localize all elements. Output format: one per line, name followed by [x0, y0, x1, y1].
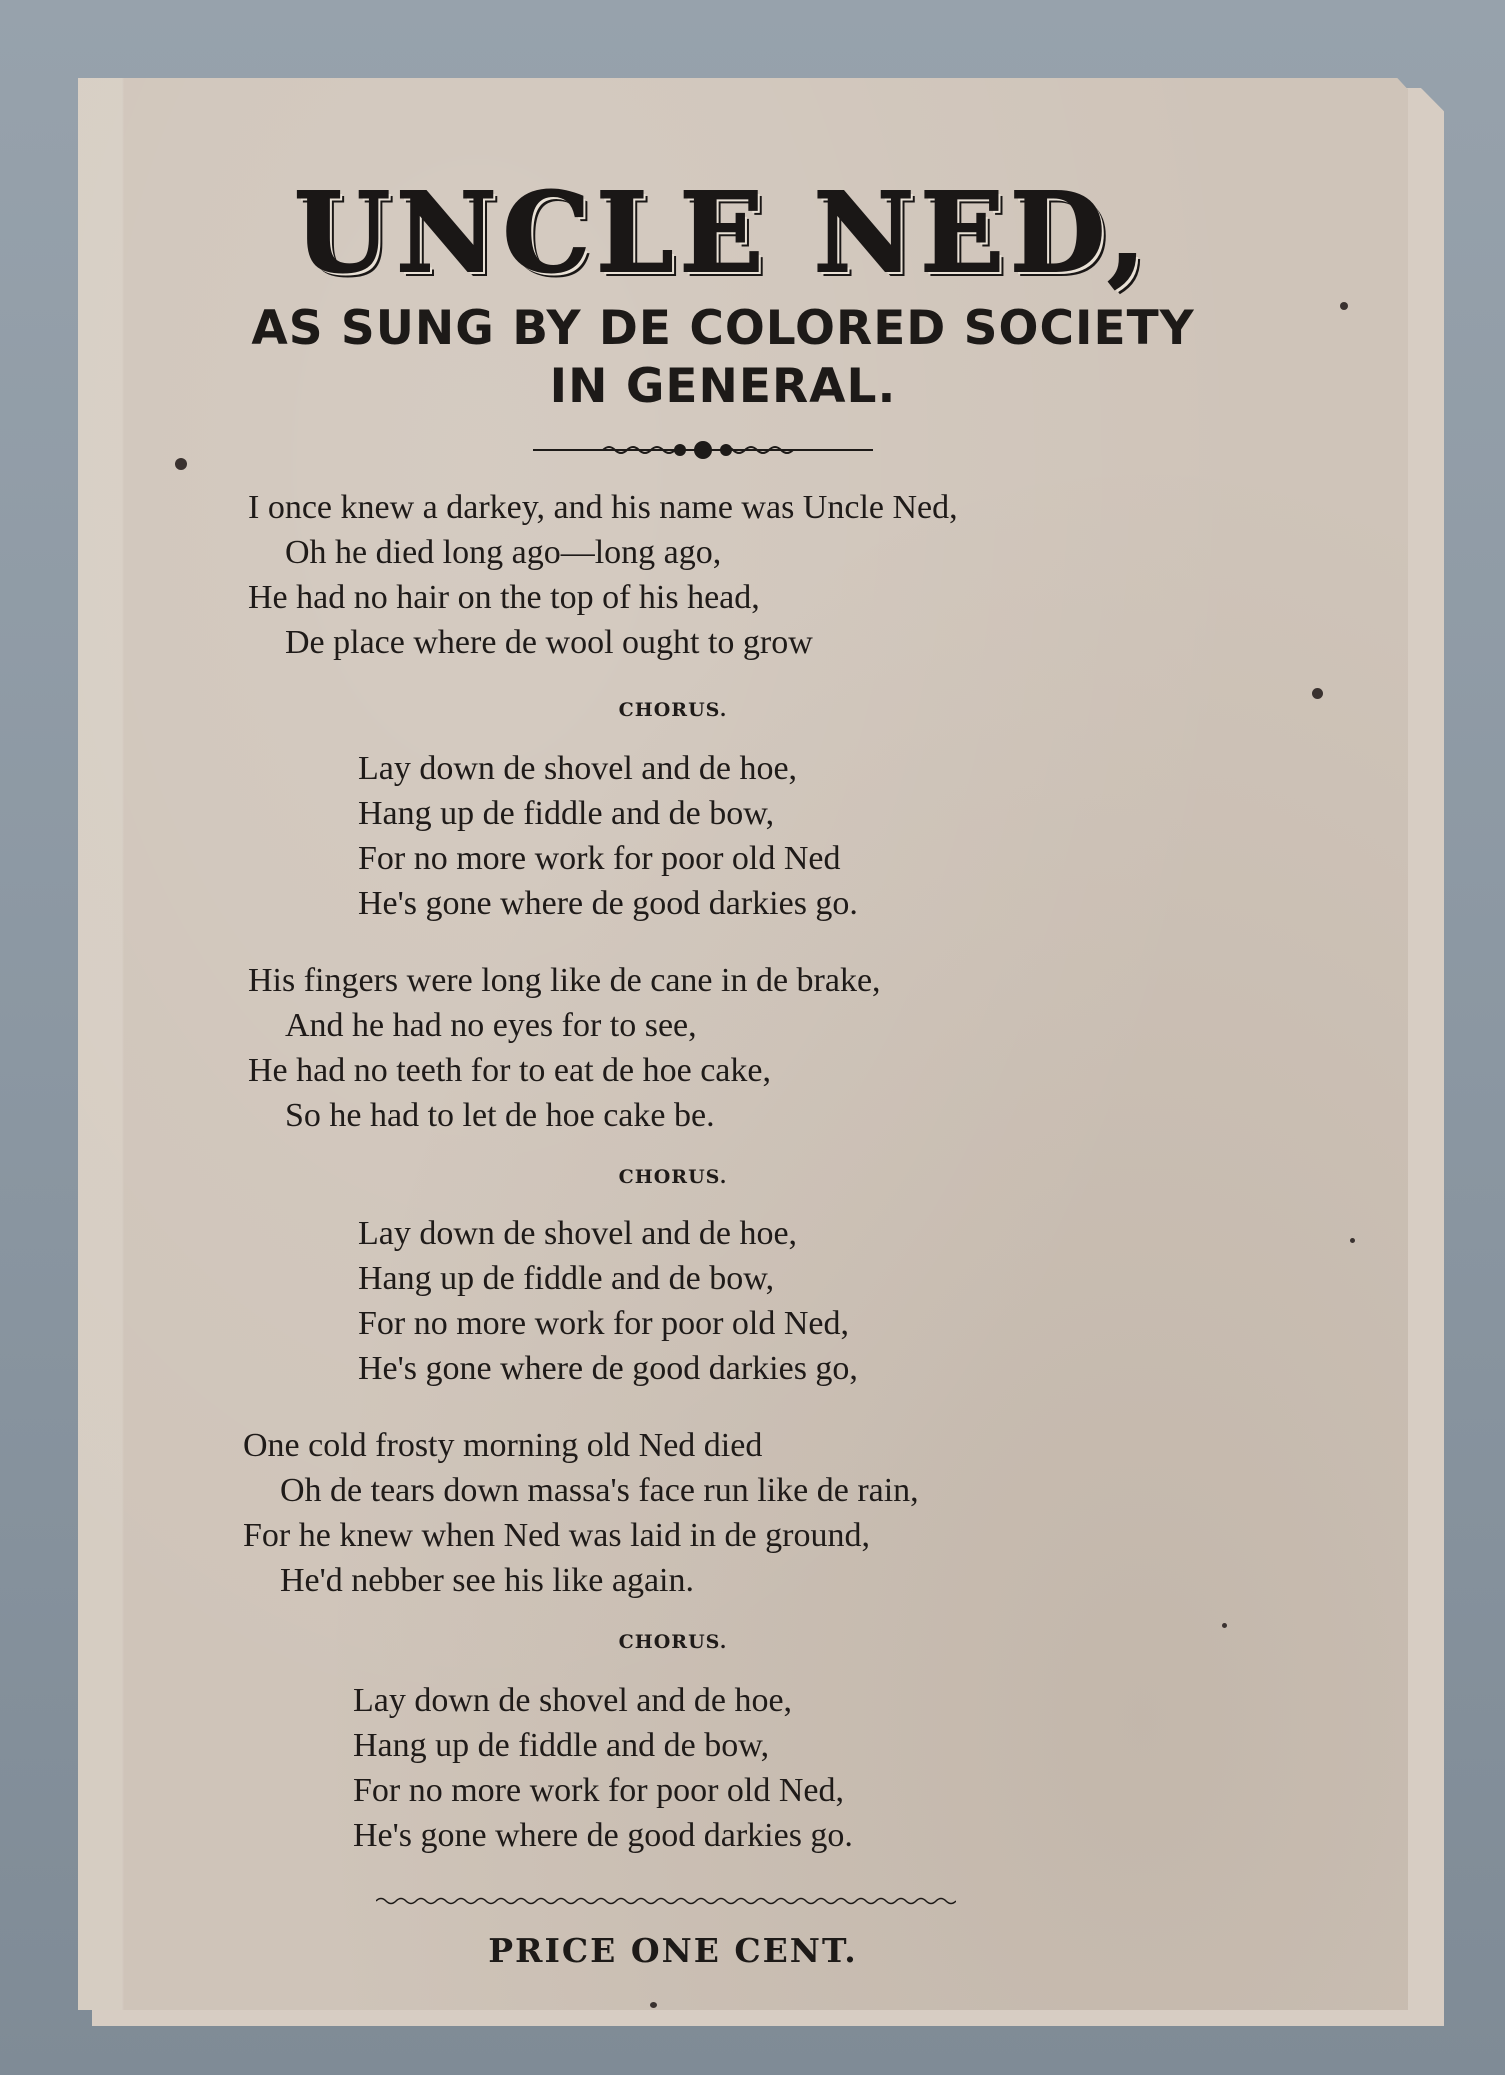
verse-2	[248, 958, 1248, 1138]
chorus-line: For no more work for poor old Ned	[358, 840, 841, 877]
verse-line: De place where de wool ought to grow	[285, 624, 813, 661]
chorus-label: CHORUS.	[618, 1631, 728, 1653]
verse-line: Oh he died long ago—long ago,	[285, 534, 722, 571]
price-label: PRICE ONE CENT.	[488, 1931, 858, 1970]
verse-line: One cold frosty morning old Ned died	[243, 1427, 763, 1464]
verse-line: He had no hair on the top of his head,	[248, 579, 760, 616]
subtitle-line: IN GENERAL.	[549, 359, 897, 414]
chorus-line: He's gone where de good darkies go.	[353, 1817, 853, 1854]
chorus-line: Hang up de fiddle and de bow,	[358, 795, 775, 832]
chorus-line: He's gone where de good darkies go.	[358, 885, 858, 922]
chorus-line: Lay down de shovel and de hoe,	[358, 750, 798, 787]
chorus-1	[358, 746, 1058, 926]
chorus-line: Hang up de fiddle and de bow,	[353, 1727, 770, 1764]
broadside-subtitle	[78, 300, 1368, 416]
verse-line: And he had no eyes for to see,	[285, 1007, 697, 1044]
verse-3	[243, 1423, 1243, 1603]
verse-line: His fingers were long like de cane in de brake,	[248, 962, 881, 999]
chorus-label: CHORUS.	[618, 1166, 728, 1188]
chorus-2	[358, 1211, 1058, 1391]
broadside-title: UNCLE NED,	[294, 168, 1152, 297]
broadside-content	[78, 78, 1408, 2010]
verse-line: He'd nebber see his like again.	[280, 1562, 694, 1599]
chorus-3	[353, 1678, 1053, 1858]
verse-line: For he knew when Ned was laid in de ground,	[243, 1517, 870, 1554]
chorus-line: For no more work for poor old Ned,	[358, 1305, 850, 1342]
chorus-line: Lay down de shovel and de hoe,	[353, 1682, 793, 1719]
chorus-line: He's gone where de good darkies go,	[358, 1350, 858, 1387]
subtitle-line: AS SUNG BY DE COLORED SOCIETY	[251, 301, 1195, 356]
verse-1	[248, 485, 1248, 665]
chorus-line: Lay down de shovel and de hoe,	[358, 1215, 798, 1252]
verse-line: So he had to let de hoe cake be.	[285, 1097, 715, 1134]
ornament-divider-icon	[533, 436, 873, 464]
chorus-label: CHORUS.	[618, 699, 728, 721]
chorus-line: For no more work for poor old Ned,	[353, 1772, 845, 1809]
verse-line: I once knew a darkey, and his name was Uncle Ned,	[248, 489, 958, 526]
verse-line: He had no teeth for to eat de hoe cake,	[248, 1052, 771, 1089]
wavy-rule-divider	[376, 1894, 956, 1908]
verse-line: Oh de tears down massa's face run like de rain,	[280, 1472, 919, 1509]
chorus-line: Hang up de fiddle and de bow,	[358, 1260, 775, 1297]
